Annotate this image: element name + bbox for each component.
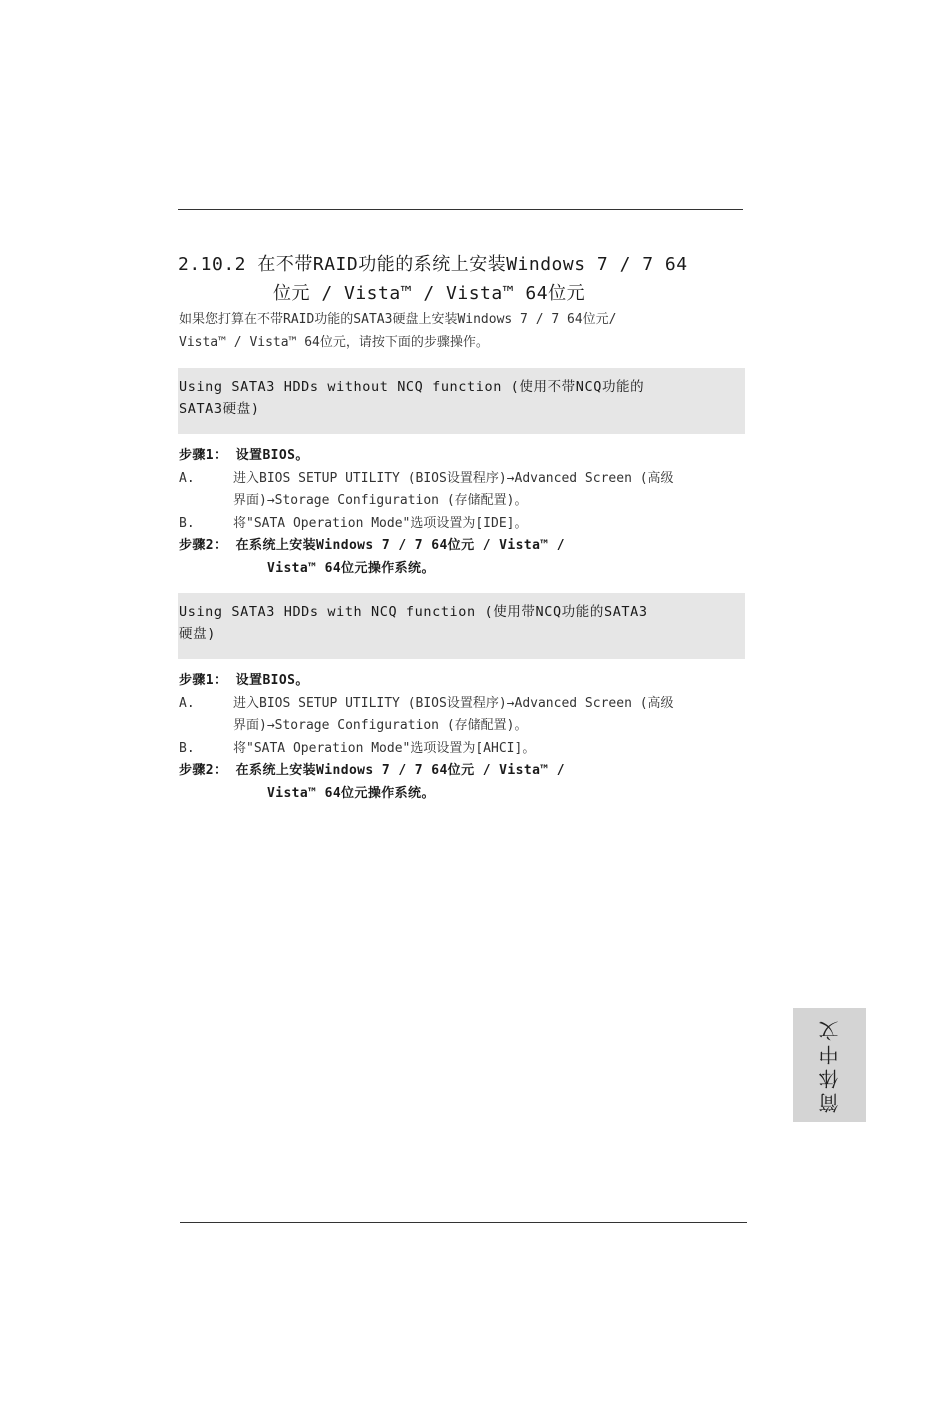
- item-label: B.: [179, 740, 195, 756]
- item-a-line-2: 界面)→Storage Configuration (存储配置)。: [233, 718, 528, 734]
- box-line-1: Using SATA3 HDDs with NCQ function (使用带NCQ功能的SATA3: [179, 604, 648, 620]
- step2-line-1: 步骤2： 在系统上安装Windows 7 / 7 64位元 / Vista™ /: [179, 538, 565, 554]
- item-label: A.: [179, 470, 195, 486]
- box-line-2: 硬盘): [179, 626, 216, 642]
- box-line-2: SATA3硬盘): [179, 401, 260, 417]
- step2-line-2: Vista™ 64位元操作系统。: [267, 785, 435, 801]
- top-rule: [178, 209, 743, 210]
- step2: [179, 535, 746, 580]
- heading-line-1: 2.10.2 在不带RAID功能的系统上安装Windows 7 / 7 64: [178, 254, 688, 275]
- step2-line-2: Vista™ 64位元操作系统。: [267, 560, 435, 576]
- item-a-line-2: 界面)→Storage Configuration (存储配置)。: [233, 493, 528, 509]
- subsection-box-without-ncq: [178, 368, 745, 434]
- heading-line-2: 位元 / Vista™ / Vista™ 64位元: [273, 283, 586, 304]
- intro-paragraph: [179, 308, 745, 354]
- item-a-line-1: 进入BIOS SETUP UTILITY (BIOS设置程序)→Advanced Screen (高级: [233, 470, 674, 486]
- bottom-rule: [180, 1222, 747, 1223]
- language-side-tab: [793, 1008, 866, 1122]
- item-b-text: 将"SATA Operation Mode"选项设置为[AHCI]。: [233, 740, 536, 756]
- steps-with-ncq: [179, 670, 746, 806]
- box-line-1: Using SATA3 HDDs without NCQ function (使用不带NCQ功能的: [179, 379, 645, 395]
- steps-without-ncq: [179, 445, 746, 581]
- item-label: A.: [179, 695, 195, 711]
- item-label: B.: [179, 515, 195, 531]
- step2-line-1: 步骤2： 在系统上安装Windows 7 / 7 64位元 / Vista™ /: [179, 763, 565, 779]
- section-heading: [178, 250, 748, 308]
- step-item-a: [179, 468, 746, 513]
- language-tab-label: 简体中文: [818, 1017, 842, 1113]
- item-a-line-1: 进入BIOS SETUP UTILITY (BIOS设置程序)→Advanced Screen (高级: [233, 695, 674, 711]
- step-item-a: [179, 693, 746, 738]
- intro-line-1: 如果您打算在不带RAID功能的SATA3硬盘上安装Windows 7 / 7 64位元/: [179, 312, 617, 327]
- step-item-b: [179, 738, 746, 761]
- step1-title: 步骤1： 设置BIOS。: [179, 448, 309, 463]
- item-b-text: 将"SATA Operation Mode"选项设置为[IDE]。: [233, 515, 528, 531]
- step-item-b: [179, 513, 746, 536]
- subsection-box-with-ncq: [178, 593, 745, 659]
- step2: [179, 760, 746, 805]
- intro-line-2: Vista™ / Vista™ 64位元，请按下面的步骤操作。: [179, 335, 489, 350]
- step1-title: 步骤1： 设置BIOS。: [179, 673, 309, 688]
